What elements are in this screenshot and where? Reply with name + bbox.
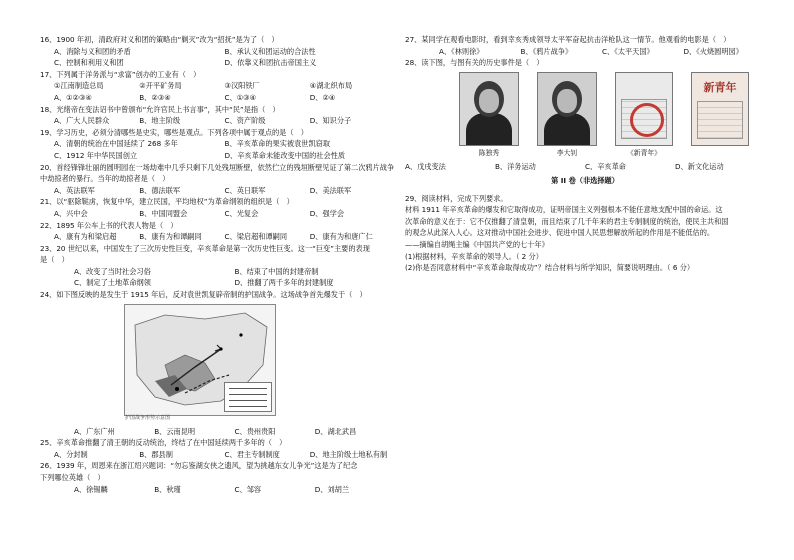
q28-option-c: C、辛亥革命	[585, 162, 626, 172]
caption-li-dazhao: 李大钊	[556, 148, 578, 157]
q28-option-a: A、戊戌变法	[405, 162, 446, 172]
q28-option-d: D、新文化运动	[675, 162, 724, 172]
caption-chen-duxiu: 陈独秀	[478, 148, 500, 157]
q27-option-c: C、《太平天国》	[602, 46, 654, 56]
q17-stem: 17、下列属于洋务派与“求富”创办的工业有（ ）	[40, 69, 201, 79]
q25-option-c: C、君主专制制度	[224, 449, 280, 459]
q20-option-c: C、英日联军	[224, 185, 266, 195]
q22-option-b: B、康有为和谭嗣同	[139, 232, 202, 242]
q17-option-a: A、①②③④	[54, 92, 92, 102]
q26-stem-line2: 下列哪位英雄（ ）	[40, 473, 105, 483]
q25-option-d: D、地主阶级土地私有制	[309, 449, 388, 459]
section-title: 第 II 卷（非选择题）	[551, 175, 619, 185]
q18-option-c: C、资产阶级	[224, 116, 266, 126]
q20-option-a: A、英法联军	[54, 185, 95, 195]
portrait-li-dazhao	[537, 72, 597, 146]
q20-stem-line1: 20、首经锋锋壮丽的圆明园在一场劫难中几乎只剩下几处残垣断壁，依然伫立的残垣断壁见证了第二次鸦片战争	[40, 162, 395, 172]
q29-source: ——摘编自胡绳主编《中国共产党的七十年》	[405, 239, 549, 249]
q23-option-b: B、结束了中国的封建帝制	[234, 266, 319, 276]
question-26	[40, 460, 395, 495]
right-column	[405, 34, 765, 274]
q26-option-d: D、刘胡兰	[314, 484, 350, 494]
q21-option-c: C、光复会	[224, 208, 259, 218]
q19-option-c: C、1912 年中华民国创立	[54, 150, 138, 160]
q19-option-a: A、清朝的统治在中国延续了 268 多年	[54, 139, 178, 149]
q21-option-d: D、强学会	[309, 208, 345, 218]
q23-stem-line1: 23、20 世纪以来，中国发生了三次历史性巨变，辛亥革命是第一次历史性巨变。这一“巨变”主要的表现	[40, 243, 370, 253]
q17-item-2: ②开平矿务局	[139, 81, 182, 91]
q17-item-3: ③汉阳铁厂	[224, 81, 260, 91]
magazine-title: 新青年	[703, 80, 737, 94]
magazine-cover-1	[615, 72, 673, 146]
q29-material-line3: 的观念从此深入人心。这对推动中国社会进步、促进中国人民思想解放所起的作用是不能低估的。	[405, 228, 715, 238]
left-column	[40, 34, 395, 495]
question-25	[40, 437, 395, 460]
question-27	[405, 34, 765, 57]
q21-option-a: A、兴中会	[54, 208, 88, 218]
q16-option-d: D、依靠义和团抗击帝国主义	[224, 58, 317, 68]
q27-option-b: B、《鸦片战争》	[520, 46, 573, 56]
question-17	[40, 69, 395, 104]
q28-photo-strip	[459, 72, 765, 160]
magazine-cover-2	[691, 72, 749, 146]
caption-new-youth: 《新青年》	[627, 148, 661, 157]
q20-option-d: D、美法联军	[309, 185, 352, 195]
q25-stem: 25、辛亥革命推翻了清王朝的反动统治，终结了在中国延续两千多年的（ ）	[40, 438, 287, 448]
q24-option-a: A、广东广州	[74, 426, 115, 436]
q28-stem: 28、读下图，与图有关的历史事件是（ ）	[405, 58, 544, 68]
q22-option-d: D、康有为和唐广仁	[309, 232, 373, 242]
q26-option-b: B、秋瑾	[154, 484, 181, 494]
q25-option-b: B、郡县制	[139, 449, 173, 459]
q21-option-b: B、中国同盟会	[139, 208, 188, 218]
q29-material-line2: 次革命的意义在于：它不仅推翻了清皇朝，而且结束了几千年来的君主专制制度的统治，使民主共和国	[405, 216, 729, 226]
q23-option-d: D、推翻了两千多年的封建制度	[234, 278, 334, 288]
q19-option-d: D、辛亥革命未能改变中国的社会性质	[224, 150, 346, 160]
photo-chen-duxiu	[459, 72, 519, 160]
protect-nation-war-map	[124, 304, 276, 422]
question-18	[40, 104, 395, 127]
q26-option-c: C、邹容	[234, 484, 262, 494]
question-28	[405, 57, 765, 173]
q29-stem: 29、阅读材料，完成下列要求。	[405, 193, 508, 203]
question-19	[40, 127, 395, 162]
q22-option-c: C、梁启超和谭嗣同	[224, 232, 288, 242]
q22-stem: 22、1895 年公车上书的代表人物是（ ）	[40, 220, 178, 230]
photo-magazine-cover-1	[615, 72, 673, 160]
q17-option-b: B、②③④	[139, 92, 171, 102]
portrait-chen-duxiu	[459, 72, 519, 146]
q21-stem: 21、以“驱除鞑虏，恢复中华，建立民国，平均地权”为革命纲领的组织是（ ）	[40, 197, 294, 207]
question-20	[40, 162, 395, 197]
question-21	[40, 196, 395, 219]
q20-option-b: B、德法联军	[139, 185, 181, 195]
q18-option-d: D、知识分子	[309, 116, 352, 126]
map-caption: 护国战争形势示意图	[125, 415, 171, 422]
q25-option-a: A、分封制	[54, 449, 88, 459]
q24-option-b: B、云南昆明	[154, 426, 196, 436]
q16-option-c: C、控制和利用义和团	[54, 58, 124, 68]
q29-requirement-1: (1)根据材料，辛亥革命的领导人。（ 2 分）	[405, 251, 543, 261]
photo-magazine-cover-2	[691, 72, 749, 160]
q26-option-a: A、徐锡麟	[74, 484, 108, 494]
q22-option-a: A、康有为和梁启超	[54, 232, 117, 242]
q24-stem: 24、如下图反映的是发生于 1915 年后，反对袁世凯复辟帝制的护国战争。这场战争首先爆发于（ ）	[40, 290, 367, 300]
question-23	[40, 243, 395, 289]
q16-stem: 16、1900 年初，清政府对义和团的策略由“剿灭”改为“招抚”是为了（ ）	[40, 35, 279, 44]
q26-stem-line1: 26、1939 年，周恩来在浙江绍兴题词：“勿忘鉴湖女侠之遗风，望为挑越东女儿争光”这是为了纪念	[40, 461, 358, 471]
q17-option-d: D、②④	[309, 92, 336, 102]
question-29	[405, 193, 765, 274]
q18-option-b: B、地主阶级	[139, 116, 181, 126]
q18-stem: 18、光绪帝在变法诏书中曾颁布“允许官民上书言事”，其中“民”是指（ ）	[40, 104, 280, 114]
q16-option-b: B、承认义和团运动的合法性	[224, 46, 316, 56]
q28-option-b: B、洋务运动	[495, 162, 536, 172]
question-22	[40, 220, 395, 243]
q17-option-c: C、①③④	[224, 92, 257, 102]
q24-option-c: C、贵州贵阳	[234, 426, 276, 436]
q18-option-a: A、广大人民群众	[54, 116, 110, 126]
q20-stem-line2: 中劫掠者的暴行。当年的劫掠者是（ ）	[40, 174, 170, 184]
q23-stem-line2: 是（ ）	[40, 255, 69, 265]
question-16	[40, 34, 395, 69]
q27-option-d: D、《火烧圆明园》	[683, 46, 743, 56]
q17-item-1: ①江南制造总局	[54, 81, 104, 91]
question-24	[40, 289, 395, 437]
q27-stem: 27、某同学在观看电影时，看到幸亥秀成领导太平军奋起抗击洋枪队这一情节。他观看的电影是（ ）	[405, 35, 731, 44]
q23-option-a: A、改变了当时社会习俗	[74, 266, 151, 276]
photo-li-dazhao	[537, 72, 597, 160]
q23-option-c: C、制定了土地革命纲领	[74, 278, 151, 288]
q19-stem: 19、学习历史，必须分清哪些是史实，哪些是观点。下列各项中属于观点的是（ ）	[40, 127, 308, 137]
q27-option-a: A、《林则徐》	[439, 46, 484, 56]
q16-option-a: A、消除与义和团的矛盾	[54, 46, 131, 56]
q24-option-d: D、湖北武昌	[314, 426, 357, 436]
q29-requirement-2: (2)你是否同意材料中“辛亥革命取得成功”？结合材料与所学知识，简要说明理由。（ 6 分）	[405, 263, 695, 273]
map-legend	[224, 382, 272, 412]
q17-item-4: ④湖北织布局	[309, 81, 353, 91]
q29-material-line1: 材料 1911 年辛亥革命的爆发和它取得成功，证明帝国主义列强根本不能任意地支配中国的命运。这	[405, 205, 723, 215]
q19-option-b: B、辛亥革命的果实被袁世凯窃取	[224, 139, 331, 149]
